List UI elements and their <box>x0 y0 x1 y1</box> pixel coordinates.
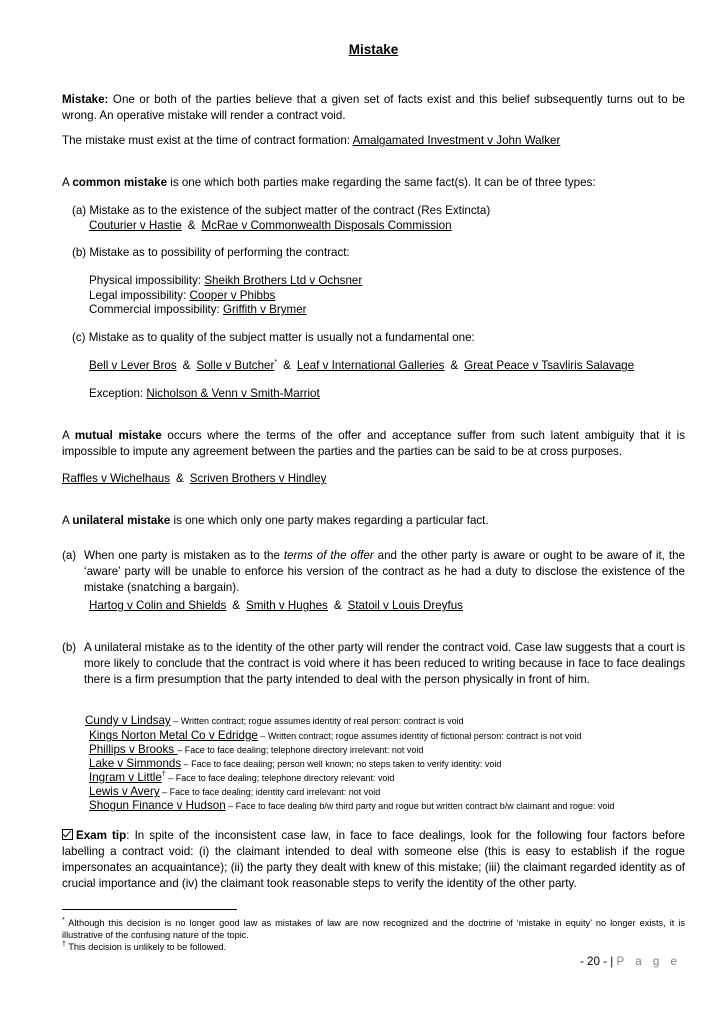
common-c-heading: (c) Mistake as to quality of the subject matter is usually not a fundamental one: <box>72 331 475 344</box>
case-name: Phillips v Brooks <box>89 743 178 756</box>
exam-tip-text: : In spite of the inconsistent case law, in face to face dealings, look for the following four factors before labelling a contract void: (i) the claimant intended to deal with someone else (this is easy to establish if the rogue impersonates an acquaintance); (ii) the party they dealt with knew of this mistake; (iii) the claimant regarded identity as of crucial importance and (iv) the claimant took reasonable steps to verify the identity of the other party. <box>62 829 685 890</box>
checked-box-icon <box>62 829 73 840</box>
case-cooper: Cooper v Phibbs <box>189 289 276 302</box>
mistake-definition <box>62 92 685 124</box>
case-scriven: Scriven Brothers v Hindley <box>189 472 327 485</box>
footnote-2: † This decision is unlikely to be followed. <box>62 940 227 952</box>
unilateral-b-text: A unilateral mistake as to the identity of the other party will render the contract void. Case law suggests that a court is more likely to conclude that the contract is void where it has been reduced to writing because in face to face dealings there is a firm presumption that the party intended to deal with the person physically in front of him. <box>84 641 685 686</box>
unilateral-mistake-definition: A unilateral mistake is one which only one party makes regarding a particular fact. <box>62 514 489 527</box>
case-griffith: Griffith v Brymer <box>223 303 307 316</box>
case-amalgamated: Amalgamated Investment v John Walker <box>352 134 561 147</box>
case-name: Ingram v Little <box>89 771 162 784</box>
mutual-mistake-definition: A mutual mistake occurs where the terms of the offer and acceptance suffer from such latent ambiguity that it is impossible to impute any agreement between the parties and the parties can be said to be at cross purposes. <box>62 429 685 458</box>
exam-tip-label: Exam tip <box>76 829 127 842</box>
common-b-physical: Physical impossibility: Sheikh Brothers Ltd v Ochsner <box>89 274 363 287</box>
timing-text: The mistake must exist at the time of contract formation: <box>62 134 353 147</box>
case-couturier: Couturier v Hastie <box>89 219 182 232</box>
case-description: – Written contract; rogue assumes identity of fictional person: contract is not void <box>257 731 582 741</box>
case-raffles: Raffles v Wichelhaus <box>62 472 171 485</box>
case-name: Cundy v Lindsay <box>85 714 171 727</box>
case-statoil: Statoil v Louis Dreyfus <box>347 599 463 612</box>
common-b-heading: (b) Mistake as to possibility of performing the contract: <box>72 246 350 259</box>
case-great-peace: Great Peace v Tsavliris Salavage <box>464 359 635 372</box>
case-sheikh: Sheikh Brothers Ltd v Ochsner <box>204 274 363 287</box>
common-a-cases: Couturier v Hastie & McRae v Commonwealth Disposals Commission <box>89 219 452 232</box>
case-name: Lewis v Avery <box>89 785 160 798</box>
case-description: – Face to face dealing; identity card irrelevant: not void <box>159 787 381 797</box>
common-mistake-definition: A common mistake is one which both parties make regarding the same fact(s). It can be of three types: <box>62 176 596 189</box>
common-c-cases: Bell v Lever Bros & Solle v Butcher* & Leaf v International Galleries & Great Peace v Tsavliris Salavage <box>89 359 635 372</box>
case-leaf: Leaf v International Galleries <box>296 359 445 372</box>
case-description: – Face to face dealing b/w third party and rogue but written contract b/w claimant and rogue: void <box>225 801 615 811</box>
case-description: – Face to face dealing; telephone directory irrelevant: not void <box>177 745 424 755</box>
unilateral-a-cases: Hartog v Colin and Shields & Smith v Hughes & Statoil v Louis Dreyfus <box>89 599 463 612</box>
footnote-divider <box>62 909 237 910</box>
term-unilateral-mistake: unilateral mistake <box>72 514 171 527</box>
case-mcrae: McRae v Commonwealth Disposals Commission <box>201 219 452 232</box>
unilateral-a-text: When one party is mistaken as to the terms of the offer and the other party is aware or ought to be aware of it, the ‘aware’ party will be unable to enforce his version of the contract as he had a duty to disclose the existence of the mistake (snatching a bargain). <box>84 549 685 594</box>
footnote-ref-star: * <box>274 359 278 367</box>
case-description: – Written contract; rogue assumes identity of real person: contract is void <box>170 716 464 726</box>
unilateral-a-marker: (a) <box>62 549 77 562</box>
term-mutual-mistake: mutual mistake <box>74 429 162 442</box>
exam-tip <box>62 828 685 892</box>
page-title: Mistake <box>348 42 399 57</box>
case-description: – Face to face dealing; person well known; no steps taken to verify identity: void <box>181 759 502 769</box>
case-bell: Bell v Lever Bros <box>89 359 177 372</box>
unilateral-b-marker: (b) <box>62 641 77 654</box>
page-number: - 20 - | P a g e <box>579 955 681 968</box>
case-hartog: Hartog v Colin and Shields <box>89 599 227 612</box>
mistake-timing <box>62 133 685 149</box>
common-a-heading: (a) Mistake as to the existence of the subject matter of the contract (Res Extincta) <box>72 204 491 217</box>
definition-text: One or both of the parties believe that a given set of facts exist and this belief subsequently turns out to be wrong. An operative mistake will render a contract void. <box>62 93 685 122</box>
case-nicholson: Nicholson & Venn v Smith-Marriot <box>146 387 320 400</box>
case-name: Lake v Simmonds <box>89 757 182 770</box>
mutual-cases: Raffles v Wichelhaus & Scriven Brothers v Hindley <box>62 472 327 485</box>
case-name: Kings Norton Metal Co v Edridge <box>89 729 258 742</box>
common-exception: Exception: Nicholson & Venn v Smith-Marriot <box>89 387 320 400</box>
footnote-ref-dagger: † <box>161 771 166 779</box>
case-name: Shogun Finance v Hudson <box>89 799 226 812</box>
case-solle: Solle v Butcher <box>196 359 275 372</box>
case-list-item <box>89 798 614 814</box>
case-list-item <box>85 713 464 729</box>
case-description: – Face to face dealing; telephone directory relevant: void <box>165 773 395 783</box>
footnote-1: * Although this decision is no longer good law as mistakes of law are now recognized and the doctrine of ‘mistake in equity’ no longer exists, it is illustrative of the confusing nature of the topic. <box>62 916 685 940</box>
term-common-mistake: common mistake <box>72 176 168 189</box>
case-smith: Smith v Hughes <box>246 599 328 612</box>
definition-label: Mistake: <box>62 93 109 106</box>
common-b-legal: Legal impossibility: Cooper v Phibbs <box>89 289 276 302</box>
common-b-commercial: Commercial impossibility: Griffith v Brymer <box>89 303 307 316</box>
